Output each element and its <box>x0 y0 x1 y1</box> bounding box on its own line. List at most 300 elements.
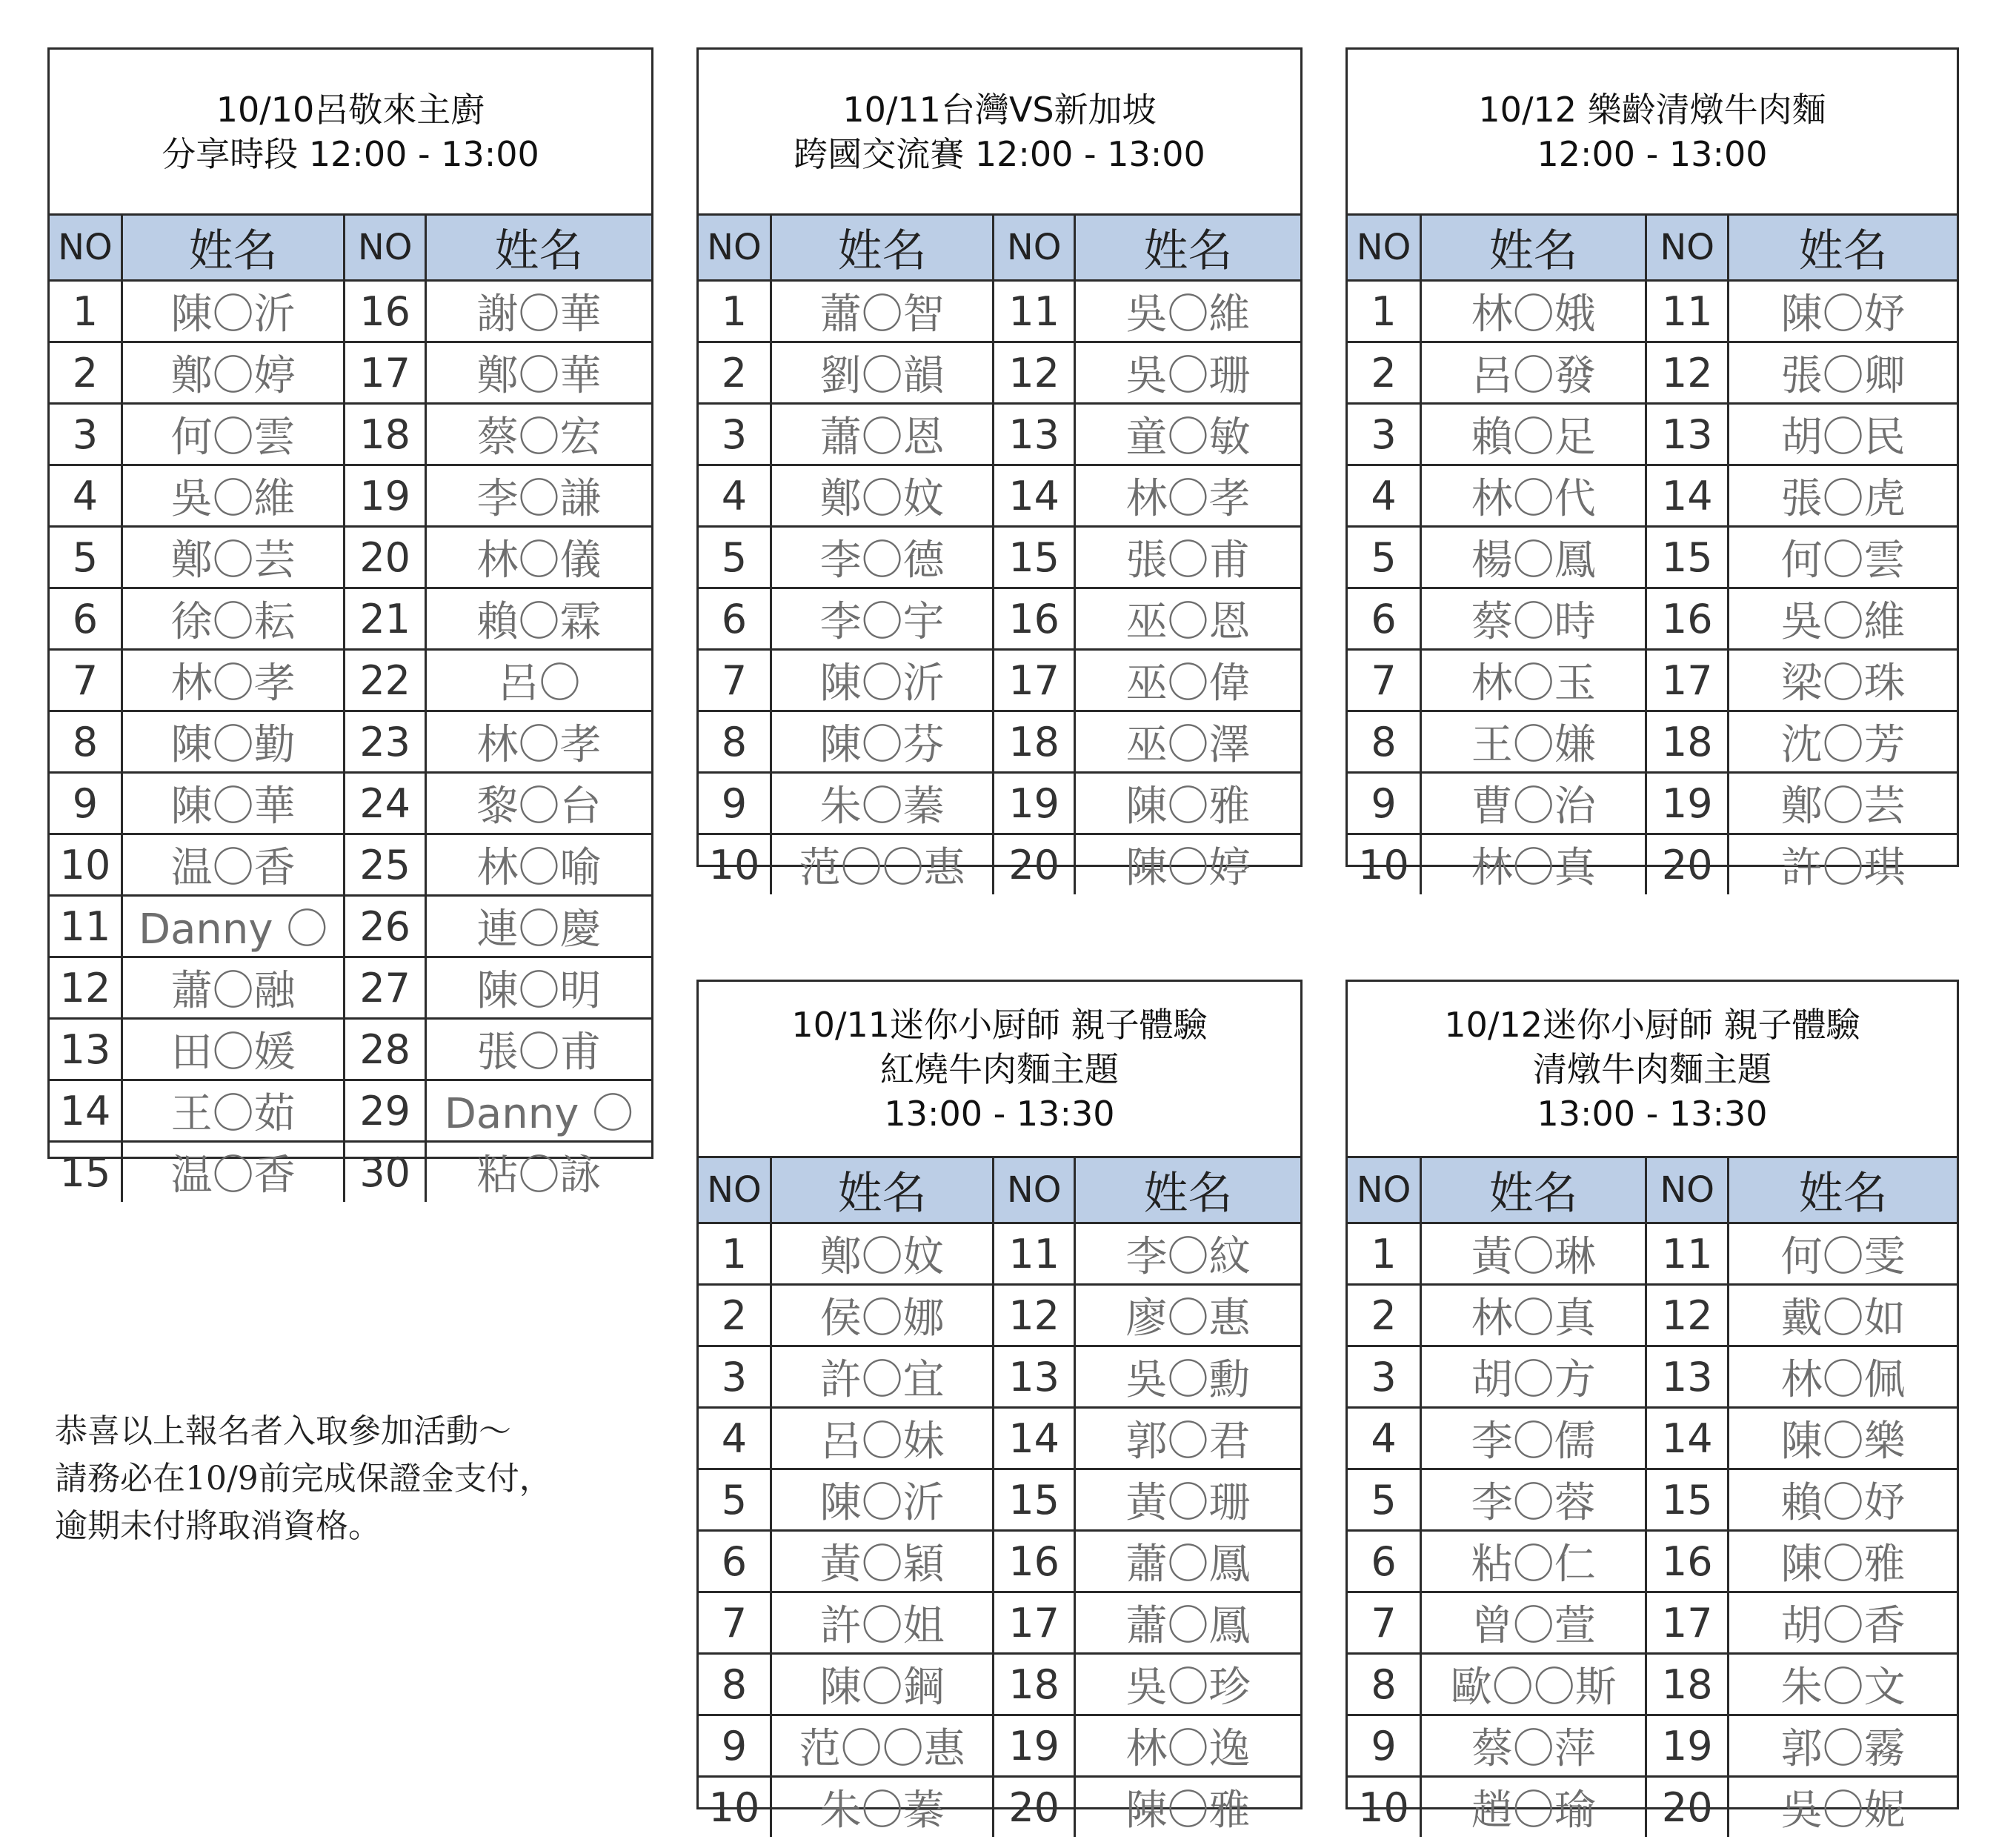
row-number: 17 <box>1646 1592 1729 1654</box>
participant-name: 張〇甫 <box>1074 527 1300 588</box>
no-header: NO <box>699 1158 771 1223</box>
participant-name: 吳〇維 <box>122 465 344 527</box>
row-number: 6 <box>699 588 771 650</box>
participant-name: 朱〇蓁 <box>771 773 993 834</box>
row-number: 29 <box>345 1080 426 1142</box>
row-number: 11 <box>50 896 122 957</box>
header-row <box>699 216 1300 281</box>
table-row <box>1348 711 1957 773</box>
participant-name: 童〇敏 <box>1074 404 1300 465</box>
table-row <box>699 404 1300 465</box>
row-number: 9 <box>699 1715 771 1777</box>
participant-name: 郭〇君 <box>1074 1408 1300 1469</box>
panel-title-line: 10/10呂敬來主廚 <box>216 89 485 130</box>
participant-name: 廖〇惠 <box>1074 1285 1300 1346</box>
table-row <box>1348 650 1957 711</box>
row-number: 12 <box>1646 1285 1729 1346</box>
row-number: 8 <box>699 1654 771 1715</box>
no-header: NO <box>1646 1158 1729 1223</box>
row-number: 14 <box>1646 1408 1729 1469</box>
panel-title-line: 紅燒牛肉麵主題 <box>880 1048 1119 1089</box>
row-number: 12 <box>50 957 122 1019</box>
participant-name: 黃〇珊 <box>1074 1469 1300 1531</box>
participant-name: Danny 〇 <box>122 896 344 957</box>
no-header: NO <box>994 216 1075 281</box>
participant-name: 李〇蓉 <box>1421 1469 1646 1531</box>
table-row <box>50 957 651 1019</box>
header-row <box>50 216 651 281</box>
row-number: 17 <box>1646 650 1729 711</box>
row-number: 7 <box>50 650 122 711</box>
no-header: NO <box>1348 1158 1421 1223</box>
participant-name: 巫〇偉 <box>1074 650 1300 711</box>
row-number: 23 <box>345 711 426 773</box>
participant-name: 林〇孝 <box>425 711 651 773</box>
header-row <box>1348 216 1957 281</box>
participant-name: 林〇佩 <box>1729 1346 1957 1408</box>
table-row <box>1348 527 1957 588</box>
participant-name: 陳〇雅 <box>1729 1531 1957 1592</box>
row-number: 20 <box>345 527 426 588</box>
row-number: 9 <box>699 773 771 834</box>
participant-name: 田〇媛 <box>122 1019 344 1080</box>
participant-name: 呂〇發 <box>1421 342 1646 404</box>
table-row <box>699 1469 1300 1531</box>
row-number: 20 <box>1646 1777 1729 1838</box>
panel-title-line: 分享時段 12:00 - 13:00 <box>162 133 539 174</box>
participant-name: 張〇卿 <box>1729 342 1957 404</box>
roster-table <box>699 216 1300 894</box>
row-number: 7 <box>699 1592 771 1654</box>
table-row <box>1348 342 1957 404</box>
participant-name: 何〇雯 <box>1729 1223 1957 1285</box>
row-number: 19 <box>345 465 426 527</box>
participant-name: 林〇儀 <box>425 527 651 588</box>
row-number: 15 <box>994 1469 1075 1531</box>
row-number: 2 <box>699 342 771 404</box>
participant-name: 鄭〇妏 <box>771 465 993 527</box>
table-row <box>699 1408 1300 1469</box>
row-number: 6 <box>699 1531 771 1592</box>
name-header: 姓名 <box>771 1158 993 1223</box>
participant-name: 李〇謙 <box>425 465 651 527</box>
row-number: 18 <box>345 404 426 465</box>
row-number: 11 <box>1646 1223 1729 1285</box>
participant-name: 吳〇珊 <box>1074 342 1300 404</box>
participant-name: 林〇孝 <box>122 650 344 711</box>
name-header: 姓名 <box>1421 1158 1646 1223</box>
panel-title-line: 12:00 - 13:00 <box>1537 133 1768 174</box>
participant-name: 黎〇台 <box>425 773 651 834</box>
table-row <box>50 527 651 588</box>
panel-title <box>699 982 1300 1158</box>
row-number: 19 <box>994 1715 1075 1777</box>
table-row <box>1348 1223 1957 1285</box>
participant-name: 朱〇文 <box>1729 1654 1957 1715</box>
participant-name: 楊〇鳳 <box>1421 527 1646 588</box>
row-number: 15 <box>1646 1469 1729 1531</box>
table-row <box>699 342 1300 404</box>
name-header: 姓名 <box>1074 216 1300 281</box>
participant-name: 何〇雲 <box>1729 527 1957 588</box>
participant-name: 呂〇 <box>425 650 651 711</box>
table-row <box>699 1592 1300 1654</box>
participant-name: 蔡〇宏 <box>425 404 651 465</box>
name-header: 姓名 <box>425 216 651 281</box>
participant-name: 林〇代 <box>1421 465 1646 527</box>
row-number: 19 <box>1646 1715 1729 1777</box>
participant-name: 粘〇詠 <box>425 1142 651 1203</box>
participant-name: Danny 〇 <box>425 1080 651 1142</box>
participant-name: 賴〇妤 <box>1729 1469 1957 1531</box>
row-number: 6 <box>1348 588 1421 650</box>
participant-name: 陳〇婷 <box>1074 834 1300 895</box>
participant-name: 鄭〇妏 <box>771 1223 993 1285</box>
row-number: 30 <box>345 1142 426 1203</box>
table-row <box>1348 465 1957 527</box>
panel-title <box>1348 982 1957 1158</box>
participant-name: 范〇〇惠 <box>771 1715 993 1777</box>
row-number: 3 <box>1348 404 1421 465</box>
row-number: 4 <box>1348 1408 1421 1469</box>
participant-name: 巫〇恩 <box>1074 588 1300 650</box>
participant-name: 范〇〇惠 <box>771 834 993 895</box>
table-row <box>699 1346 1300 1408</box>
row-number: 19 <box>994 773 1075 834</box>
panel-title-line: 10/11台灣VS新加坡 <box>842 89 1157 130</box>
participant-name: 鄭〇芸 <box>122 527 344 588</box>
row-number: 20 <box>1646 834 1729 895</box>
row-number: 24 <box>345 773 426 834</box>
participant-name: 陳〇沂 <box>771 1469 993 1531</box>
participant-name: 曾〇萱 <box>1421 1592 1646 1654</box>
no-header: NO <box>994 1158 1075 1223</box>
table-row <box>699 588 1300 650</box>
row-number: 10 <box>50 834 122 896</box>
participant-name: 沈〇芳 <box>1729 711 1957 773</box>
participant-name: 侯〇娜 <box>771 1285 993 1346</box>
name-header: 姓名 <box>771 216 993 281</box>
no-header: NO <box>50 216 122 281</box>
participant-name: 陳〇樂 <box>1729 1408 1957 1469</box>
row-number: 2 <box>1348 1285 1421 1346</box>
table-row <box>699 1285 1300 1346</box>
row-number: 13 <box>50 1019 122 1080</box>
note-line: 恭喜以上報名者入取參加活動～ <box>55 1412 511 1450</box>
table-row <box>1348 1408 1957 1469</box>
table-row <box>1348 1654 1957 1715</box>
participant-name: 黃〇穎 <box>771 1531 993 1592</box>
participant-name: 陳〇芬 <box>771 711 993 773</box>
participant-name: 李〇紋 <box>1074 1223 1300 1285</box>
participant-name: 何〇雲 <box>122 404 344 465</box>
participant-name: 徐〇耘 <box>122 588 344 650</box>
table-row <box>699 465 1300 527</box>
panel-1012-mini-chef <box>1345 980 1959 1835</box>
participant-name: 吳〇珍 <box>1074 1654 1300 1715</box>
row-number: 13 <box>994 1346 1075 1408</box>
participant-name: 梁〇珠 <box>1729 650 1957 711</box>
participant-name: 王〇茹 <box>122 1080 344 1142</box>
table-row <box>699 527 1300 588</box>
participant-name: 陳〇華 <box>122 773 344 834</box>
table-row <box>699 711 1300 773</box>
table-row <box>1348 834 1957 895</box>
row-number: 2 <box>1348 342 1421 404</box>
participant-name: 温〇香 <box>122 834 344 896</box>
participant-name: 郭〇霧 <box>1729 1715 1957 1777</box>
participant-name: 曹〇治 <box>1421 773 1646 834</box>
row-number: 7 <box>1348 650 1421 711</box>
row-number: 11 <box>994 281 1075 342</box>
note-line: 請務必在10/9前完成保證金支付， <box>55 1460 552 1498</box>
table-row <box>1348 1777 1957 1838</box>
participant-name: 劉〇韻 <box>771 342 993 404</box>
row-number: 10 <box>1348 1777 1421 1838</box>
admission-note <box>55 1408 648 1550</box>
row-number: 6 <box>50 588 122 650</box>
participant-name: 林〇娥 <box>1421 281 1646 342</box>
participant-name: 胡〇方 <box>1421 1346 1646 1408</box>
no-header: NO <box>1646 216 1729 281</box>
table-row <box>699 1777 1300 1838</box>
name-header: 姓名 <box>1729 216 1957 281</box>
table-row <box>1348 588 1957 650</box>
row-number: 12 <box>1646 342 1729 404</box>
row-number: 12 <box>994 342 1075 404</box>
table-row <box>699 773 1300 834</box>
participant-name: 胡〇民 <box>1729 404 1957 465</box>
participant-name: 朱〇蓁 <box>771 1777 993 1838</box>
row-number: 20 <box>994 1777 1075 1838</box>
participant-name: 陳〇妤 <box>1729 281 1957 342</box>
participant-name: 温〇香 <box>122 1142 344 1203</box>
table-row <box>1348 281 1957 342</box>
panel-1012-senior-beef-noodle <box>1345 47 1959 892</box>
name-header: 姓名 <box>122 216 344 281</box>
row-number: 10 <box>1348 834 1421 895</box>
name-header: 姓名 <box>1074 1158 1300 1223</box>
table-row <box>50 465 651 527</box>
row-number: 9 <box>1348 773 1421 834</box>
row-number: 4 <box>50 465 122 527</box>
row-number: 14 <box>50 1080 122 1142</box>
row-number: 13 <box>1646 404 1729 465</box>
participant-name: 巫〇澤 <box>1074 711 1300 773</box>
table-row <box>50 1142 651 1203</box>
row-number: 5 <box>1348 1469 1421 1531</box>
header-row <box>1348 1158 1957 1223</box>
row-number: 16 <box>1646 1531 1729 1592</box>
row-number: 18 <box>994 1654 1075 1715</box>
participant-name: 吳〇維 <box>1729 588 1957 650</box>
participant-name: 李〇德 <box>771 527 993 588</box>
table-row <box>1348 1531 1957 1592</box>
participant-name: 許〇琪 <box>1729 834 1957 895</box>
table-row <box>50 342 651 404</box>
table-row <box>50 281 651 342</box>
participant-name: 許〇宜 <box>771 1346 993 1408</box>
note-line: 逾期未付將取消資格。 <box>55 1507 381 1545</box>
participant-name: 黃〇琳 <box>1421 1223 1646 1285</box>
row-number: 4 <box>1348 465 1421 527</box>
table-row <box>1348 773 1957 834</box>
row-number: 7 <box>1348 1592 1421 1654</box>
participant-name: 林〇逸 <box>1074 1715 1300 1777</box>
participant-name: 蕭〇鳳 <box>1074 1531 1300 1592</box>
no-header: NO <box>345 216 426 281</box>
row-number: 13 <box>1646 1346 1729 1408</box>
row-number: 16 <box>994 1531 1075 1592</box>
participant-name: 謝〇華 <box>425 281 651 342</box>
row-number: 5 <box>699 1469 771 1531</box>
row-number: 10 <box>699 834 771 895</box>
table-row <box>50 588 651 650</box>
row-number: 2 <box>699 1285 771 1346</box>
table-row <box>699 1223 1300 1285</box>
table-row <box>50 1080 651 1142</box>
participant-name: 蔡〇時 <box>1421 588 1646 650</box>
panel-title-line: 10/12 樂齡清燉牛肉麵 <box>1478 89 1826 130</box>
participant-name: 陳〇勤 <box>122 711 344 773</box>
table-row <box>1348 1469 1957 1531</box>
row-number: 16 <box>994 588 1075 650</box>
row-number: 12 <box>994 1285 1075 1346</box>
row-number: 1 <box>699 1223 771 1285</box>
participant-name: 吳〇妮 <box>1729 1777 1957 1838</box>
row-number: 7 <box>699 650 771 711</box>
row-number: 16 <box>345 281 426 342</box>
table-row <box>50 773 651 834</box>
row-number: 4 <box>699 465 771 527</box>
header-row <box>699 1158 1300 1223</box>
participant-name: 連〇慶 <box>425 896 651 957</box>
participant-name: 陳〇鋼 <box>771 1654 993 1715</box>
table-row <box>699 1654 1300 1715</box>
participant-name: 王〇嫌 <box>1421 711 1646 773</box>
participant-name: 吳〇維 <box>1074 281 1300 342</box>
table-row <box>1348 404 1957 465</box>
row-number: 11 <box>994 1223 1075 1285</box>
panel-title <box>699 50 1300 216</box>
row-number: 14 <box>1646 465 1729 527</box>
table-row <box>1348 1285 1957 1346</box>
participant-name: 蕭〇鳳 <box>1074 1592 1300 1654</box>
participant-name: 蔡〇萍 <box>1421 1715 1646 1777</box>
participant-name: 陳〇雅 <box>1074 1777 1300 1838</box>
name-header: 姓名 <box>1421 216 1646 281</box>
row-number: 3 <box>699 404 771 465</box>
participant-name: 吳〇勳 <box>1074 1346 1300 1408</box>
table-row <box>50 896 651 957</box>
roster-table <box>699 1158 1300 1837</box>
participant-name: 陳〇沂 <box>771 650 993 711</box>
table-row <box>699 1531 1300 1592</box>
table-row <box>699 1715 1300 1777</box>
row-number: 1 <box>699 281 771 342</box>
row-number: 21 <box>345 588 426 650</box>
row-number: 5 <box>1348 527 1421 588</box>
panel-title <box>50 50 651 216</box>
row-number: 18 <box>994 711 1075 773</box>
row-number: 3 <box>699 1346 771 1408</box>
panel-title-line: 13:00 - 13:30 <box>1537 1093 1768 1134</box>
row-number: 9 <box>50 773 122 834</box>
panel-title-line: 10/12迷你小厨師 親子體驗 <box>1444 1004 1860 1045</box>
row-number: 5 <box>50 527 122 588</box>
row-number: 17 <box>994 650 1075 711</box>
table-row <box>699 650 1300 711</box>
row-number: 18 <box>1646 711 1729 773</box>
roster-table <box>50 216 651 1202</box>
participant-name: 林〇喻 <box>425 834 651 896</box>
row-number: 3 <box>1348 1346 1421 1408</box>
row-number: 6 <box>1348 1531 1421 1592</box>
row-number: 4 <box>699 1408 771 1469</box>
panel-title-line: 13:00 - 13:30 <box>884 1093 1115 1134</box>
participant-name: 蕭〇融 <box>122 957 344 1019</box>
participant-name: 林〇真 <box>1421 1285 1646 1346</box>
panel-1011-taiwan-vs-singapore <box>696 47 1303 892</box>
panel-title-line: 跨國交流賽 12:00 - 13:00 <box>794 133 1205 174</box>
table-row <box>50 650 651 711</box>
row-number: 10 <box>699 1777 771 1838</box>
participant-name: 林〇玉 <box>1421 650 1646 711</box>
row-number: 1 <box>1348 1223 1421 1285</box>
table-row <box>50 1019 651 1080</box>
participant-name: 林〇真 <box>1421 834 1646 895</box>
participant-name: 呂〇妹 <box>771 1408 993 1469</box>
row-number: 27 <box>345 957 426 1019</box>
row-number: 2 <box>50 342 122 404</box>
row-number: 8 <box>699 711 771 773</box>
table-row <box>1348 1346 1957 1408</box>
participant-name: 歐〇〇斯 <box>1421 1654 1646 1715</box>
panel-title-line: 清燉牛肉麵主題 <box>1533 1048 1772 1089</box>
row-number: 16 <box>1646 588 1729 650</box>
no-header: NO <box>1348 216 1421 281</box>
table-row <box>699 281 1300 342</box>
participant-name: 胡〇香 <box>1729 1592 1957 1654</box>
row-number: 19 <box>1646 773 1729 834</box>
participant-name: 林〇孝 <box>1074 465 1300 527</box>
panel-1011-mini-chef <box>696 980 1303 1835</box>
name-header: 姓名 <box>1729 1158 1957 1223</box>
row-number: 15 <box>994 527 1075 588</box>
panel-title-line: 10/11迷你小厨師 親子體驗 <box>791 1004 1208 1045</box>
row-number: 17 <box>345 342 426 404</box>
row-number: 8 <box>50 711 122 773</box>
participant-name: 戴〇如 <box>1729 1285 1957 1346</box>
row-number: 9 <box>1348 1715 1421 1777</box>
row-number: 15 <box>50 1142 122 1203</box>
participant-name: 鄭〇華 <box>425 342 651 404</box>
roster-table <box>1348 1158 1957 1837</box>
participant-name: 陳〇雅 <box>1074 773 1300 834</box>
participant-name: 鄭〇芸 <box>1729 773 1957 834</box>
row-number: 8 <box>1348 711 1421 773</box>
row-number: 14 <box>994 1408 1075 1469</box>
row-number: 14 <box>994 465 1075 527</box>
participant-name: 李〇儒 <box>1421 1408 1646 1469</box>
participant-name: 賴〇霖 <box>425 588 651 650</box>
row-number: 11 <box>1646 281 1729 342</box>
row-number: 22 <box>345 650 426 711</box>
panel-1010-chef-sharing <box>47 47 653 1200</box>
row-number: 15 <box>1646 527 1729 588</box>
row-number: 1 <box>50 281 122 342</box>
participant-name: 李〇宇 <box>771 588 993 650</box>
